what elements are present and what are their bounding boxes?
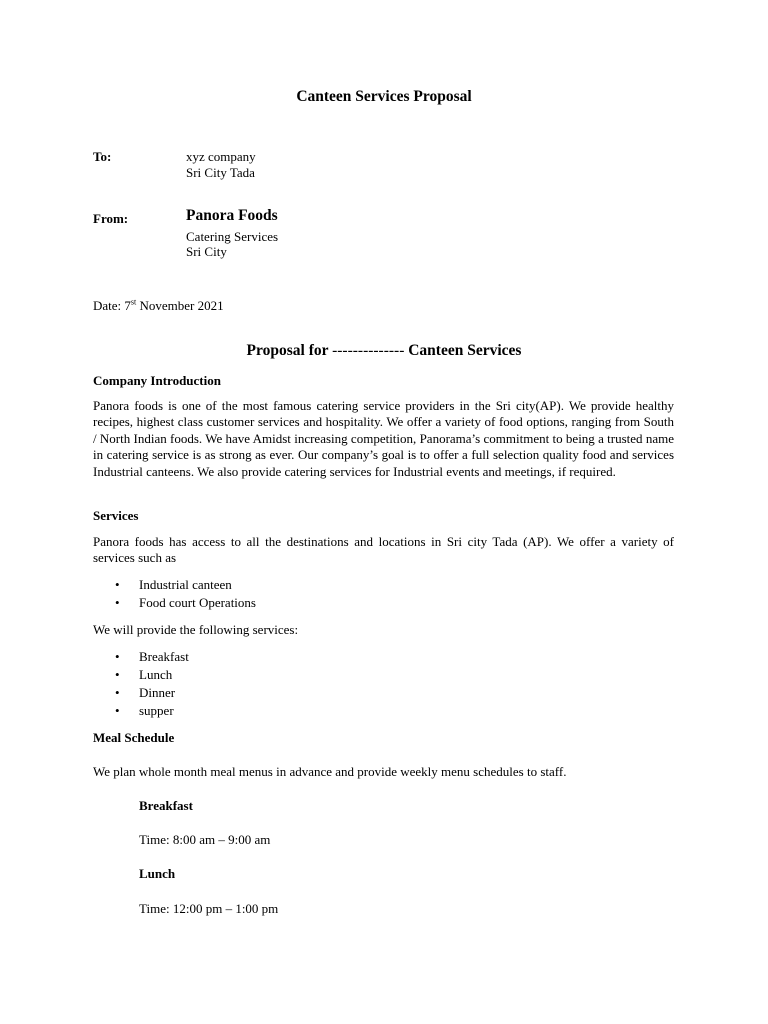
services-list: [93, 576, 256, 612]
services-followup: We will provide the following services:: [93, 622, 299, 637]
proposal-subtitle: [0, 343, 768, 359]
breakfast-time: Time: 8:00 am – 9:00 am: [139, 832, 271, 847]
list-item: [93, 594, 256, 612]
list-item-label: Industrial canteen: [139, 577, 232, 592]
to-line-2: Sri City Tada: [186, 165, 255, 180]
subtitle-dashes: --------------: [332, 342, 405, 359]
list-item-label: Breakfast: [139, 649, 189, 664]
company-intro-heading: Company Introduction: [93, 373, 221, 388]
from-label: From:: [93, 211, 129, 226]
to-label: To:: [93, 149, 112, 164]
breakfast-heading: Breakfast: [139, 798, 193, 813]
date-line: [93, 298, 224, 314]
list-item: [93, 702, 189, 720]
bullet-icon: •: [115, 595, 120, 610]
date-ordinal: st: [130, 297, 137, 307]
list-item: [93, 576, 256, 594]
meal-schedule-heading: Meal Schedule: [93, 730, 175, 745]
list-item-label: Food court Operations: [139, 595, 256, 610]
lunch-time: Time: 12:00 pm – 1:00 pm: [139, 901, 279, 916]
meals-list: [93, 648, 189, 720]
list-item-label: Lunch: [139, 667, 173, 682]
list-item: [93, 666, 189, 684]
from-line-1: Catering Services: [186, 229, 279, 244]
from-line-2: Sri City: [186, 244, 227, 259]
list-item: [93, 648, 189, 666]
list-item-label: supper: [139, 703, 174, 718]
bullet-icon: •: [115, 649, 120, 664]
list-item-label: Dinner: [139, 685, 176, 700]
date-suffix: November 2021: [136, 298, 224, 313]
subtitle-part-1: Proposal for: [246, 342, 333, 359]
from-company: Panora Foods: [186, 207, 278, 224]
meal-schedule-text: We plan whole month meal menus in advance and provide weekly menu schedules to staff.: [93, 764, 567, 779]
document-title: Canteen Services Proposal: [296, 88, 472, 105]
date-prefix: Date: 7: [93, 298, 131, 313]
company-intro-text: Panora foods is one of the most famous catering service providers in the Sri city(AP). We provide healthy recipes, highest class customer services and hospitality. We offer a variety of food options, ranging from South / North Indian foods. We have Amidst increasing competition, Panorama’s commitment to being a trusted name in catering service is as strong as ever. Our company’s goal is to offer a full selection quality food and services Industrial canteens. We also provide catering services for Industrial events and meetings, if required.: [93, 398, 674, 479]
bullet-icon: •: [115, 577, 120, 592]
list-item: [93, 684, 189, 702]
to-line-1: xyz company: [186, 149, 256, 164]
bullet-icon: •: [115, 685, 120, 700]
bullet-icon: •: [115, 703, 120, 718]
services-text: Panora foods has access to all the destinations and locations in Sri city Tada (AP). We offer a variety of services such as: [93, 534, 674, 566]
services-heading: Services: [93, 508, 139, 523]
lunch-heading: Lunch: [139, 866, 176, 881]
subtitle-part-2: Canteen Services: [404, 342, 522, 359]
bullet-icon: •: [115, 667, 120, 682]
